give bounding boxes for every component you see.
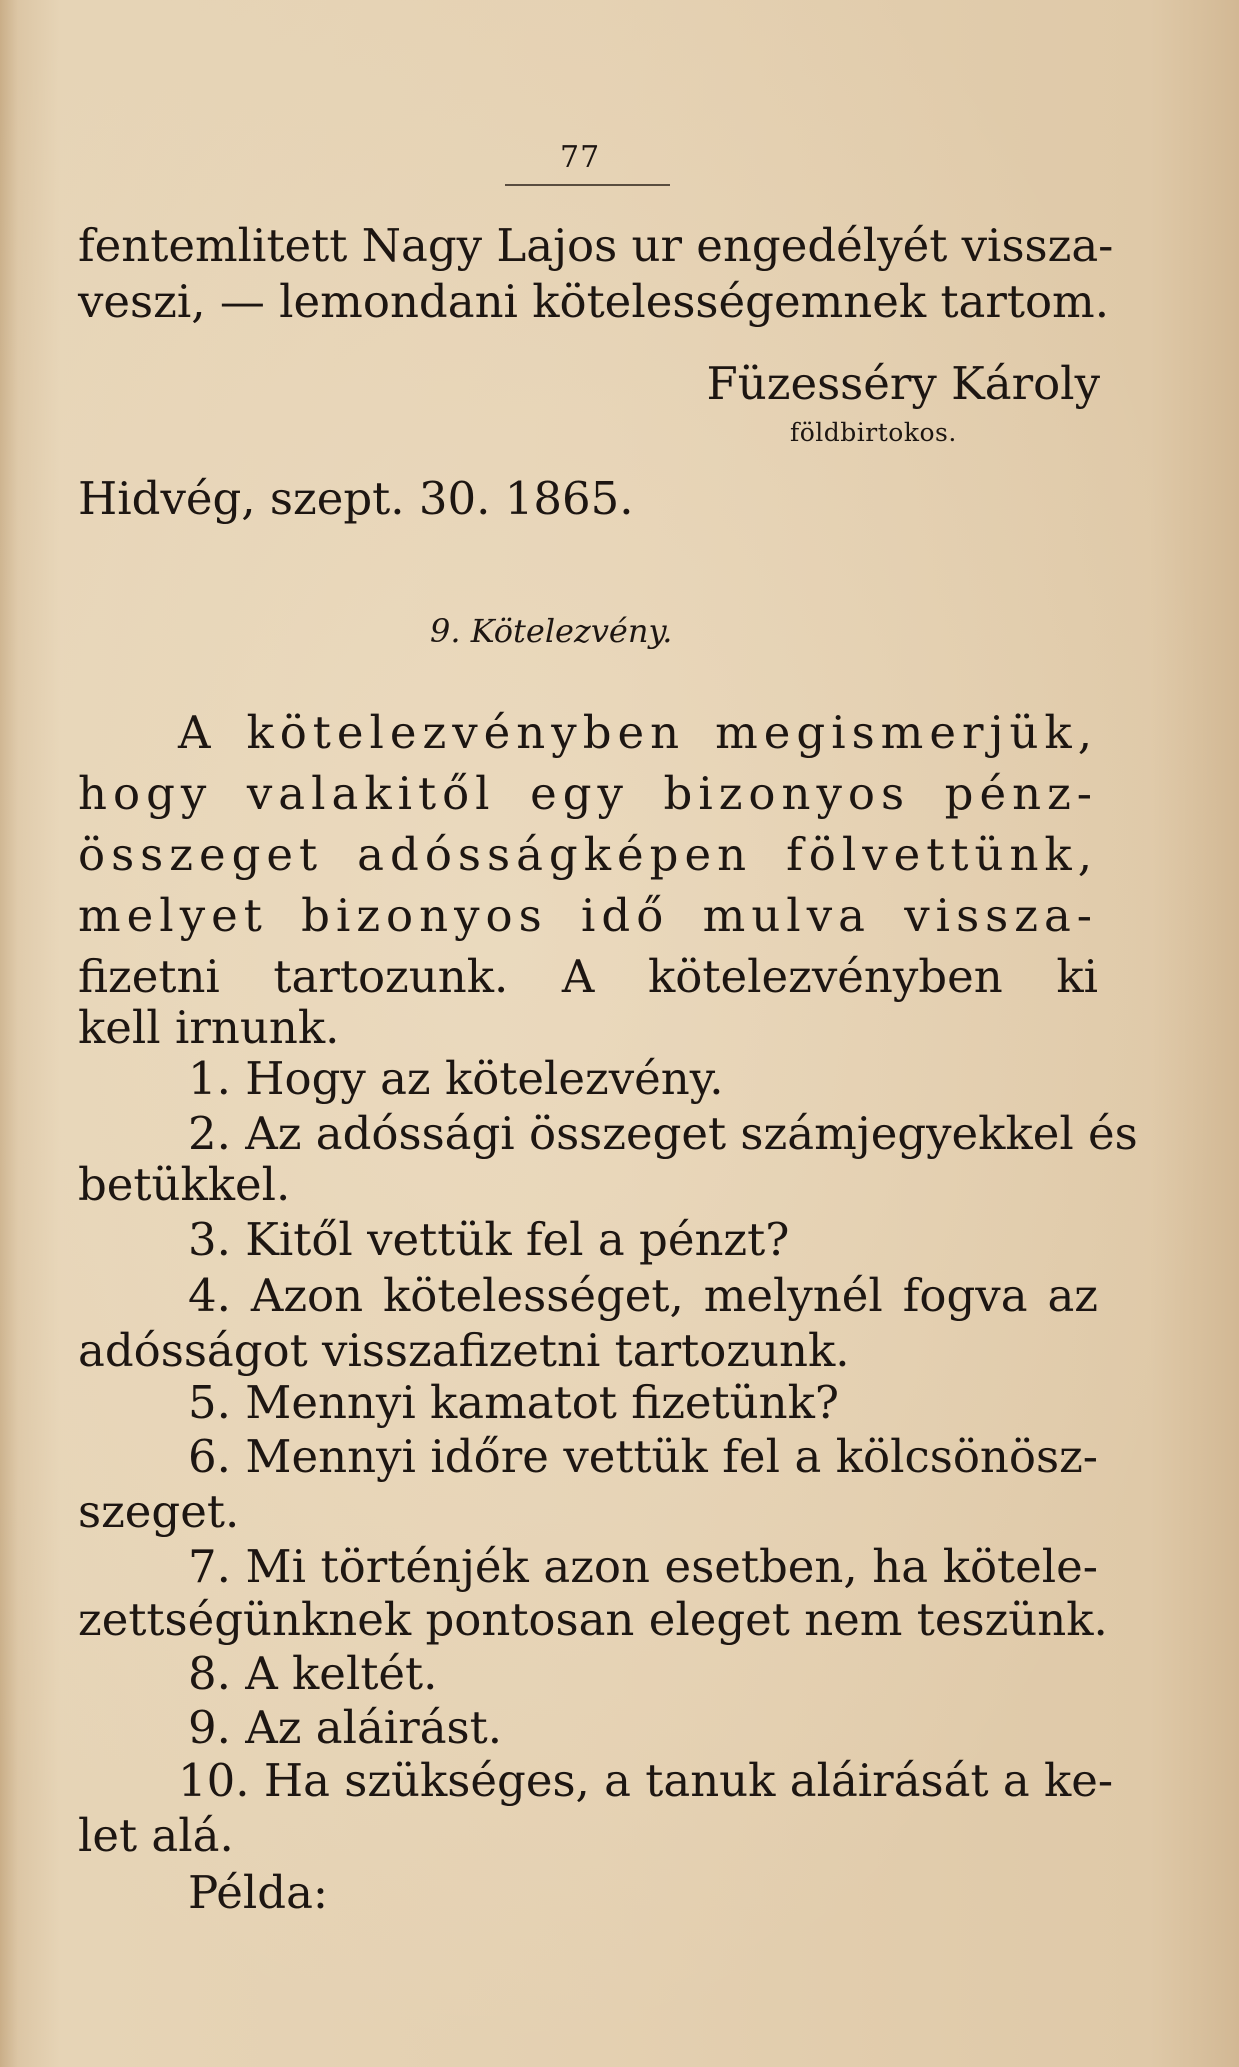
list-item-10: 10. Ha szükséges, a tanuk aláirását a ke-: [178, 1754, 1114, 1807]
list-item-4-cont: adósságot visszafizetni tartozunk.: [78, 1324, 850, 1377]
list-item-3: 3. Kitől vettük fel a pénzt?: [188, 1213, 790, 1266]
section-heading: 9. Kötelezvény.: [430, 612, 673, 650]
list-item-10-cont: let alá.: [78, 1809, 234, 1862]
list-item-8: 8. A keltét.: [188, 1647, 438, 1700]
example-label: Példa:: [188, 1866, 329, 1919]
place-date: Hidvég, szept. 30. 1865.: [78, 472, 634, 525]
paragraph-line-6: kell irnunk.: [78, 1001, 340, 1054]
paragraph-line-2: hogy valakitől egy bizonyos pénz-: [78, 767, 1098, 820]
signature-title: földbirtokos.: [790, 418, 957, 447]
page-number-rule: [505, 184, 670, 186]
list-item-2-cont: betükkel.: [78, 1158, 291, 1211]
list-item-7-cont: zettségünknek pontosan eleget nem teszünk.: [78, 1593, 1108, 1646]
list-item-6-cont: szeget.: [78, 1485, 240, 1538]
paragraph-line-4: melyet bizonyos idő mulva vissza-: [78, 889, 1098, 942]
intro-line-2: veszi, — lemondani kötelességemnek tartom.: [78, 275, 1110, 328]
paragraph-line-3: összeget adósságképen fölvettünk,: [78, 828, 1098, 881]
list-item-9: 9. Az aláirást.: [188, 1701, 503, 1754]
list-item-7: 7. Mi történjék azon esetben, ha kötele-: [188, 1540, 1098, 1593]
page-number: 77: [560, 140, 601, 175]
list-item-5: 5. Mennyi kamatot fizetünk?: [188, 1376, 839, 1429]
signature-name: Füzesséry Károly: [706, 357, 1100, 410]
list-item-4: 4. Azon kötelességet, melynél fogva az: [188, 1269, 1098, 1322]
paragraph-line-5: fizetni tartozunk. A kötelezvényben ki: [78, 950, 1098, 1003]
list-item-6: 6. Mennyi időre vettük fel a kölcsönösz-: [188, 1430, 1098, 1483]
list-item-2: 2. Az adóssági összeget számjegyekkel és: [188, 1107, 1138, 1160]
list-item-1: 1. Hogy az kötelezvény.: [188, 1052, 724, 1105]
intro-line-1: fentemlitett Nagy Lajos ur engedélyét vissza-: [78, 219, 1114, 272]
paragraph-line-1: A kötelezvényben megismerjük,: [178, 706, 1098, 759]
